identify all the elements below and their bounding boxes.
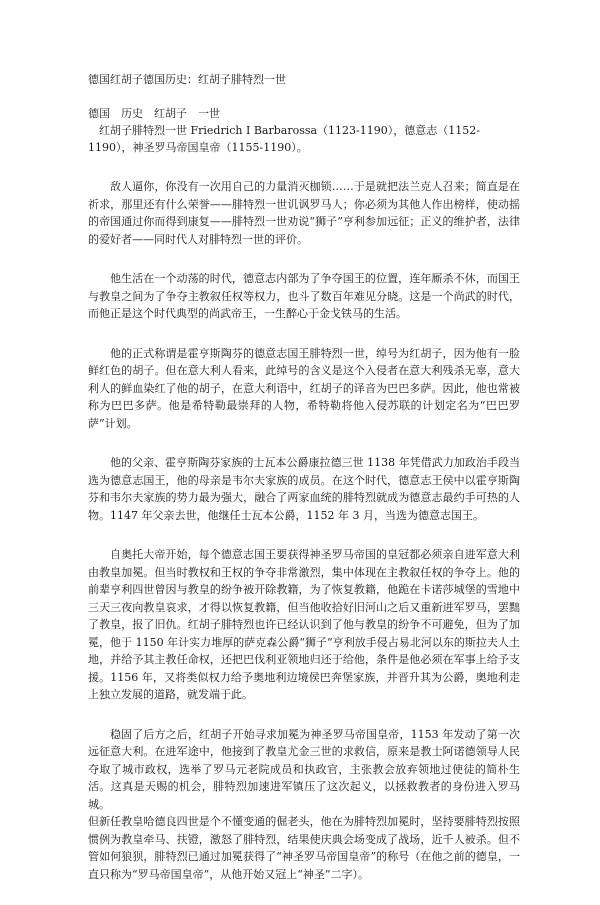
paragraph-coronation: 但新任教皇哈德良四世是个不懂变通的倔老头，他在为腓特烈加冕时，坚持要腓特烈按照惯例为教皇牵马、扶镫，激怒了腓特烈，结果使庆典会场变成了战场，近千人被杀。但不管如何狼狈，腓特烈已通过加冕获得了“神圣罗马帝国皇帝”的称号（在他之前的德皇，一直只称为“罗马帝国皇帝”，从他开始又冠上“神圣”二字）。 xyxy=(88,815,520,881)
tag-line: 德国 历史 红胡子 一世 xyxy=(88,107,220,120)
paragraph-investiture: 自奥托大帝开始，每个德意志国王要获得神圣罗马帝国的皇冠都必须亲自进军意大利由教皇加冕。但当时教权和王权的争夺非常激烈，集中体现在主教叙任权的争夺上。他的前辈亨利四世曾因与教皇的纷争被开除教籍，为了恢复教籍，他跪在卡诺莎城堡的雪地中三天三夜向教皇哀求，才得以恢复教籍，但当他收拾好旧河山之后又重新进军罗马，罢黜了教皇，报了旧仇。红胡子腓特烈也许已经认识到了他与教皇的纷争不可避免，但为了加冕，他于 1150 年计实力堆厚的萨克森公爵“狮子”亨利放手侵占易北河以东的斯拉夫人土地，并给予其主教任命权，还把巴伐利亚领地归还于给他，条件是他必须在军事上给予支援。1156 年，又将类似权力给予奥地利边境侯巴奔堡家族，并晋升其为公爵，奥地利走上独立发展的道路，就发端于此。 xyxy=(88,548,520,701)
document-page xyxy=(88,72,520,905)
paragraph-quotes: 敌人逼你，你没有一次用自己的力量消灭枷锁……于是就把法兰克人召来；简直是在祈求，那里还有什么荣誉——腓特烈一世讥讽罗马人；你必须为其他人作出榜样，使动摇的帝国通过你而得到康复——腓特烈一世劝说“狮子”亨利参加远征；正义的维护者，法律的爱好者——同时代人对腓特烈一世的评价。 xyxy=(88,180,520,246)
paragraph-nickname: 他的正式称谓是霍亨斯陶芬的德意志国王腓特烈一世，绰号为红胡子，因为他有一脸鲜红色的胡子。但在意大利人看来，此绰号的含义是这个入侵者在意大利残杀无辜，意大利人的鲜血染红了他的胡子，在意大利语中，红胡子的译音为巴巴多萨。因此，他也常被称为巴巴多萨。他是希特勒最崇拜的人物，希特勒将他入侵苏联的计划定名为“巴巴罗萨”计划。 xyxy=(88,346,520,430)
document-title: 德国红胡子德国历史：红胡子腓特烈一世 xyxy=(88,73,286,86)
paragraph-first-expedition: 稳固了后方之后，红胡子开始寻求加冕为神圣罗马帝国皇帝，1153 年发动了第一次远征意大利。在进军途中，他接到了教皇尤金三世的求救信，原来是教士阿诺德领导人民夺取了城市政权，选举了罗马元老院成员和执政官，主张教会放弃领地过使徒的简朴生活。这真是天赐的机会，腓特烈加速进军镇压了这次起义，以拯救教者的身份进入罗马城。 xyxy=(88,727,520,811)
intro-paragraph: 红胡子腓特烈一世 Friedrich I Barbarossa（1123-1190），德意志（1152-1190），神圣罗马帝国皇帝（1155-1190）。 xyxy=(88,124,480,154)
paragraph-era: 他生活在一个动荡的时代，德意志内部为了争夺国王的位置，连年厮杀不休，而国王与教皇之间为了争夺主教叙任权等权力，也斗了数百年难见分晓。这是一个尚武的时代，而他正是这个时代典型的尚武帝王，一生醉心于金戈铁马的生活。 xyxy=(88,272,520,320)
paragraph-family: 他的父亲、霍亨斯陶芬家族的士瓦本公爵康拉德三世 1138 年凭借武力加政治手段当选为德意志国王，他的母亲是韦尔夫家族的成员。在这个时代，德意志王侯中以霍亨斯陶芬和韦尔夫家族的势力最为强大，融合了两家血统的腓特烈就成为德意志最约手可热的人物。1147 年父亲去世，他继任士瓦本公爵，1152 年 3 月，当选为德意志国王。 xyxy=(88,456,520,522)
